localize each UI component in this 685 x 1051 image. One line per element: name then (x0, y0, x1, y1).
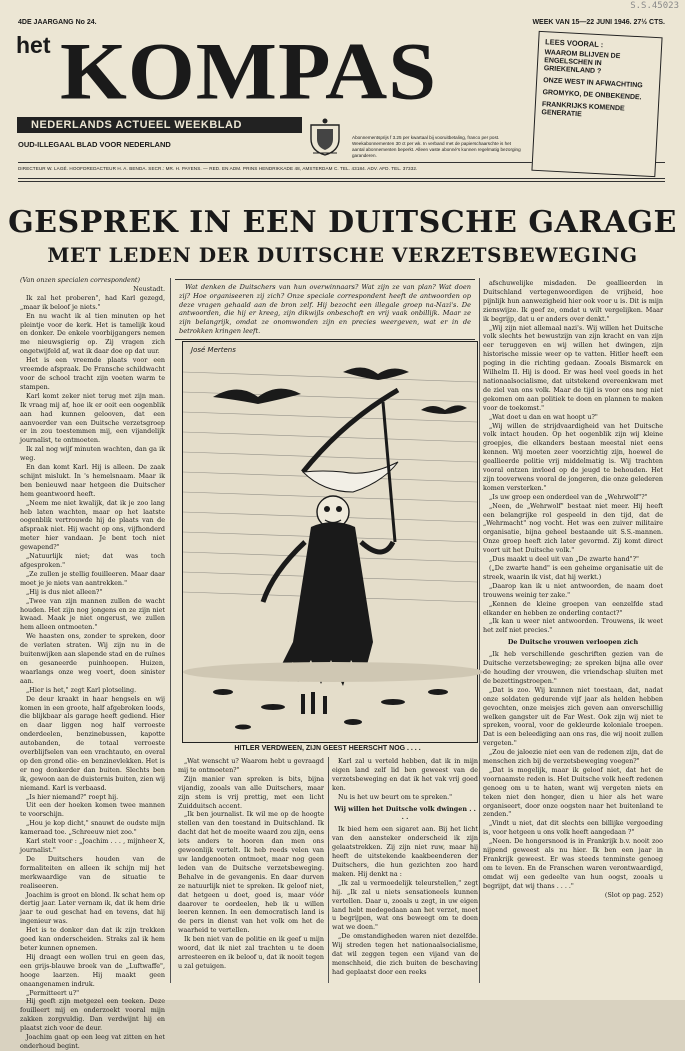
paragraph: De deur kraakt in haar hengsels en wij komen in een groote, half afgebroken loods, die blijkbaar als garage heeft gediend. Hier en daar liggen nog half verroeste onderdeelen, benzinebussen, kapotte autobanden, de totaal verroeste overblijfselen van een vrachtauto, en overal op den grond olie- en benzinevlekken. Het is er nog donkerder dan buiten. Slechts ben ik, gewoon aan de duisternis buiten, zien wij niemand. Karl is verbaasd. (20, 694, 165, 792)
lees-vooral-item: GROMYKO, DE ONBEKENDE. (542, 89, 642, 102)
lees-vooral-item: ONZE WEST IN AFWACHTING (542, 77, 643, 90)
paragraph: Hij geeft zijn metgezel een teeken. Deze fouilleert mij en onderzoekt vooral mijn zakken zorgvuldig. Dan verdwijnt hij en plaatst zich voor de deur. (20, 997, 165, 1033)
paragraph: „Kennen de kleine groepen van eenzelfde stad elkander en hebben ze onderling contact?" (483, 599, 663, 617)
paragraph: „Hij is dus niet alleen?" (26, 587, 103, 596)
paragraph: „Ik ben journalist. Ik wil me op de hoogte stellen van den toestand in Duitschland. Ik dacht dat het de moeite waard zou zijn, eens iets anders te hooren dan men ons gewoonlijk vertelt. Ik heb reeds velen van uw landgenooten ontmoet, maar nog geen leden van de Duitsche verzetsbeweging. Behalve in de gevangenis. En daar durven ze natuurlijk niet te spreken. Ik geloof niet, dat hetgeen u doet, goed is, maar vóór daarover te oordeelen, heb ik u willen leeren kennen. In een democratisch land is de pers in dienst van het volk om het de waarheid te vertellen. (178, 810, 324, 935)
paragraph: „Dat is zoo. Wij kunnen niet toestaan, dat, nadat onze soldaten gedurende vijf jaar als helden hebben gevochten, onze meisjes zich geven aan onverschillig welken gangster uit de Far West. Ook zijn wij niet te spreken, vooral, voor de gekleurde koloniale troepen. Dat is een beleediging aan ons ras, die wij nooit zullen vergeten." (483, 685, 663, 748)
lees-vooral-item: FRANKRIJKS KOMENDE GENERATIE (541, 101, 625, 119)
cartoon-illustration (182, 341, 478, 743)
masthead-title: KOMPAS (60, 25, 438, 117)
paragraph: „Vindt u niet, dat dit slechts een billijke vergoeding is, voor hetgeen u ons volk heeft aangedaan ?" (483, 819, 663, 837)
paragraph: We haasten ons, zonder te spreken, door de verlaten straten. Wij zijn nu in de buitenwijken aan slapende stad en de ruïnes en gesaneerde puinhoopen. Huizen, waarlangs onze weg voert, doen sinister aan. (20, 632, 165, 685)
paragraph: Het is te donker dan dat ik zijn trekken goed kan onderscheiden. Straks zal ik hem beter kunnen opnemen. (20, 926, 165, 952)
divider (18, 181, 665, 182)
continued-note: (Slot op pag. 252) (604, 890, 663, 899)
paragraph: „Neen. De hongersnood is in Frankrijk b.v. nooit zoo nijpend geweest als nu hier. Ik ben een jaar in Frankrijk geweest. Er was steeds tenminste genoeg om te leven. En de Franschen waren verontwaardigd, omdat wij een gedeelte van hun oogst, zooals u begrijpt, dat wij thans . . . ." (483, 837, 663, 890)
subscription-note: Abonnementsprijs f 3.25 per kwartaal bij vooruitbetaling, franco per post. Weekabonnementen 30 ct per wk. In verband met de papierschaarschte is het aantal abonnementen beperkt. Alleen vaste abonné's kunnen regelmatig bezorging garanderen. (352, 135, 521, 158)
article-column-1 (20, 276, 165, 1050)
paragraph: En dan komt Karl. Hij is alleen. De zaak schijnt mislukt. In 's hemelsnaam. Maar ik ben benieuwd naar hetgeen die Duitscher hem geantwoord heeft. (20, 463, 165, 498)
paragraph: „Ik zal u vermoedelijk teleurstellen," zegt hij. „Ik zal u niets sensationeels kunnen vertellen. Daar u, zooals u zegt, in uw eigen land hebt medegedaan aan het verzet, moet u begrijpen, wat ons beweegt om te doen wat we doen." (332, 878, 478, 932)
paragraph: „Permitteert u?" (26, 988, 80, 997)
column-divider (170, 278, 171, 983)
section-subheading: Wij willen het Duitsche volk dwingen . . . . (334, 804, 476, 822)
paragraph: Hij draagt een wollen trui en geen das, een grijs-blauwe broek van de „Luftwaffe", hooge laarzen. Hij maakt geen onaangenamen indruk. (20, 952, 165, 988)
issue-number: 4DE JAARGANG No 24. (18, 19, 97, 26)
paragraph: En nu wacht ik al tien minuten op het pleintje voor de kerk. Het is tamelijk koud en donker. De enkele voorbijgangers nemen me nieuwsgierig op. Zij vragen zich ongetwijfeld af, wat ik daar doe op dat uur. (20, 311, 165, 356)
paragraph: („De zwarte hand" is een geheime organisatie uit de streek, waarin ik vist, dat hij werkt.) (483, 564, 663, 581)
paragraph: „Neen, de „Wehrwolf" bestaat niet meer. Hij heeft een belangrijke rol gespeeld in den tijd, dat de „Wehrmacht" nog vocht. Het was een zuiver militaire organisatie, bijna geheel bestaande uit S.S.-mannen. Onze groep heeft zich later gevormd. Zij komt direct voort uit het Duitsche volk." (483, 501, 663, 555)
paragraph: „Twee van zijn mannen zullen de wacht houden. Het zijn nog jongens en ze zijn niet kwaad. Maak je niet ongerust, we zullen hem alleen ontmoeten." (20, 596, 165, 632)
article-column-4 (178, 757, 324, 985)
paragraph: „Wij willen de strijdvaardigheid van het Duitsche volk intact houden. Op het oogenblik zijn wij kleine groepjes, die elkanders bestaan meestal niet eens kennen. Wij moeten zeer voorzichtig zijn, hoewel de geallieerde politie vrij middelmatig is. Wij trachten vooral ontzen invloed op de jeugd te behouden. Het zijn tooverwens vooral de jongeren, die onze gelederen komen versterken." (483, 421, 663, 492)
paragraph: „Is uw groep een onderdeel van de „Wehrwolf"?" (489, 492, 648, 501)
paragraph: „Dus maakt u deel uit van „De zwarte hand"?" (489, 555, 639, 564)
column-divider (479, 278, 480, 983)
crest-emblem-icon (305, 117, 345, 157)
paragraph: Karl stelt voor : „Joachim . . . , mijnheer X, journalist." (20, 837, 165, 854)
cartoon-signature: José Mertens (191, 346, 236, 354)
column-divider (328, 757, 329, 983)
dateline-place: Neustadt. (133, 284, 165, 293)
paragraph: Joachim is groot en blond. Ik schat hem op dertig jaar. Later vernam ik, dat ik hem drie jaar te oud geschat had en tevens, dat hij ingenieur was. (20, 890, 165, 926)
paragraph: Karl komt zeker niet terug met zijn man. Ik vraag mij af, hoe ik er ooit een oogenblik aan had kunnen gelooven, dat een aanvoerder van een Duitsche verzetsgroep er in zou toestemmen mij, een vijandelijk journalist, te ontmoeten. (20, 391, 165, 445)
byline: (Van onzen specialen correspondent) (20, 276, 140, 284)
masthead-banner: NEDERLANDS ACTUEEL WEEKBLAD (17, 117, 302, 133)
paragraph: „Wij zijn niet allemaal nazi's. Wij willen het Duitsche volk slechts het bewustzijn van zijn kracht en van zijn eer teruggeven en wij willen het dwingen, zijn historische missie weer op te vatten. Hitler heeft een poging in die richting gedaan. Zooals Bismarck en Wilhelm II. Hij is dood. Er was heel veel goeds in het nationaalsocialisme, dat uitstekend overeenkwam met de ziel van ons volk. Maar de tijd is voor ons nog niet gekomen om aan politiek te doen en plannen te maken voor de toekomst." (483, 323, 663, 412)
paragraph: „Zou de jaloezie niet een van de redenen zijn, dat de menschen zich bij de verzetsbeweging voegen?" (483, 748, 663, 766)
headline-main: GESPREK IN EEN DUITSCHE GARAGE (8, 205, 677, 240)
article-intro: Wat denken de Duitschers van hun overwinnaars? Wat zijn ze van plan? Wat doen zij? Hoe organiseeren zij zich? Onze speciale correspondent heeft de antwoorden op deze vragen gehaald aan de bron zelf. Hij bezocht een illegale groep na-Nazi's. De antwoorden, die hij er kreeg, zijn dikwijls onbeschoft en vrij vaak onbillijk. Maar ze zijn belangrijk, omdat ze onomwonden zijn en precies weergeven, wat er in de betrokken kringen leeft. (175, 279, 475, 340)
lees-vooral-heading: LEES VOORAL : (544, 37, 604, 50)
underground-tagline: OUD-ILLEGAAL BLAD VOOR NEDERLAND (18, 140, 171, 149)
paragraph: Joachim gaat op een leeg vat zitten en het onderhoud begint. (20, 1033, 165, 1050)
paragraph: „Is hier niemand?" roept hij. (26, 792, 119, 801)
paragraph: „Ik kan u weer niet antwoorden. Trouwens, ik weet het zelf niet precies." (483, 617, 663, 635)
staff-line: DIRECTEUR W. LAGÉ. HOOFDREDACTEUR H. A. BENDA. SECR.: MR. H. PAYENS. — RED. EN ADM. PRINS HENDRIKKADE 48, AMSTERDAM C. TEL. 43184. ADV. AFD. TEL. 37332. (18, 162, 665, 171)
grim-reaper-cartoon-icon (183, 342, 477, 742)
paragraph: afschuwelijke misdaden. De geallieerden in Duitschland vertegenwoordigen de vrijheid, hoe pijnlijk hun aanwezigheid hier ook voor u is. Dit is mijn zienswijze. Ik geef ze, omdat u wilt vergelijken. Maar ik begrijp, dat u er anders over denkt." (483, 279, 663, 323)
pencil-archive-note: S.S.45023 (630, 1, 679, 11)
article-intro-box (175, 279, 475, 340)
paragraph: „Dat is mogelijk, maar ik geloof niet, dat het de voornaamste reden is. Het Duitsche volk heeft redenen genoeg om u te haten, want wij vergeten niets en teken niet den honger, dien u hier als het ware organiseert, door onze oogsten naar het buitenland te zenden." (483, 765, 663, 819)
paragraph: „Natuurlijk niet; dat was toch afgesproken." (20, 552, 165, 569)
section-subheading: De Duitsche vrouwen verloopen zich (507, 638, 639, 647)
paragraph: Ik zal nog wijf minuten wachten, dan ga ik weg. (20, 445, 165, 463)
paragraph: Karl zal u verteld hebben, dat ik in mijn eigen land zelf lid ben geweest van de verzetsbeweging en dat ik het vak vrij goed ken. (332, 757, 478, 792)
paragraph: Zijn manier van spreken is bits, bijna vijandig, zooals van alle Duitschers, maar zijn stem is vrij prettig, met een licht Zuidduitsch accent. (178, 774, 324, 810)
divider (18, 178, 665, 179)
paragraph: Nu is het uw beurt om te spreken." (338, 792, 453, 801)
paragraph: „Daarop kan ik u niet antwoorden, de naam doet trouwens weinig ter zake." (483, 581, 663, 599)
paragraph: „Wat doet u dan en wat hoopt u?" (489, 412, 598, 421)
paragraph: „Ze zullen je stellig fouilleeren. Maar daar moet je je niets van aantrekken." (20, 569, 165, 587)
paragraph: Ik ben niet van de politie en ik geef u mijn woord, dat ik niet zal trachten u te doen arresteeren en ik beloof u, dat ik nooit tegen u zal getuigen. (178, 935, 324, 970)
paragraph: „Wat wenscht u? Waarom hebt u gevraagd mij te ontmoeten?" (178, 757, 324, 774)
article-column-3 (483, 279, 663, 979)
masthead-het: het (16, 32, 51, 58)
paragraph: „Hier is het," zegt Karl plotseling. (26, 685, 137, 694)
paragraph: Uit een der hoeken komen twee mannen te voorschijn. (20, 801, 165, 819)
cartoon-caption: HITLER VERDWEEN, ZIJN GEEST HEERSCHT NOG . . . . (234, 745, 421, 752)
lees-vooral-box (531, 31, 662, 177)
paragraph: De Duitschers houden van de formaliteiten en alleen ik schijn mij het merkwaardige van de situatie te realiseeren. (20, 854, 165, 890)
paragraph: „Hou je kop dicht," snauwt de oudste mijn kameraad toe. „Schreeuw niet zoo." (20, 819, 165, 837)
paragraph: „Neem me niet kwalijk, dat ik je zoo lang heb laten wachten, maar op het laatste oogenblik vertrouwde hij de plaats van de afspraak niet. Hij wacht op ons, vijfhonderd meter hier vandaan. Je bent toch niet gewapend?" (20, 498, 165, 552)
issue-date-price: WEEK VAN 15—22 JUNI 1946. 27½ CTS. (532, 19, 665, 26)
article-column-5 (332, 757, 478, 985)
paragraph: „De omstandigheden waren niet dezelfde. Wij streden tegen het nationaalsocialisme, dat wil zeggen tegen een vijand van de menschheid, die zich buiten de beschaving had geplaatst door een reeks (332, 932, 478, 976)
paragraph: „Ik heb verschillende geschriften gezien van de Duitsche verzetsbeweging; ze spreken bijna alle over de houding der vrouwen, die vriendschap sluiten met de bezettingstroepen." (483, 650, 663, 685)
headline-sub: MET LEDEN DER DUITSCHE VERZETSBEWEGING (47, 243, 638, 267)
paragraph: Het is een vreemde plaats voor een vreemde afspraak. De Fransche schildwacht voor de school tracht zijn voeten warm te stampen. (20, 356, 165, 391)
paragraph: Ik bied hem een sigaret aan. Bij het licht van den aansteker onderscheid ik zijn gelaatstrekken. Zij zijn niet ruw, maar hij heeft de uitstekende kaakbeenderen der Duitschers, die hun gezichten zoo hard maken. Hij denkt na : (332, 825, 478, 878)
lees-vooral-item: WAAROM BLIJVEN DE ENGELSCHEN IN GRIEKENLAND ? (543, 49, 621, 76)
paragraph: Ik zal het proberen", had Karl gezegd, „maar ik beloof je niets." (20, 293, 165, 311)
